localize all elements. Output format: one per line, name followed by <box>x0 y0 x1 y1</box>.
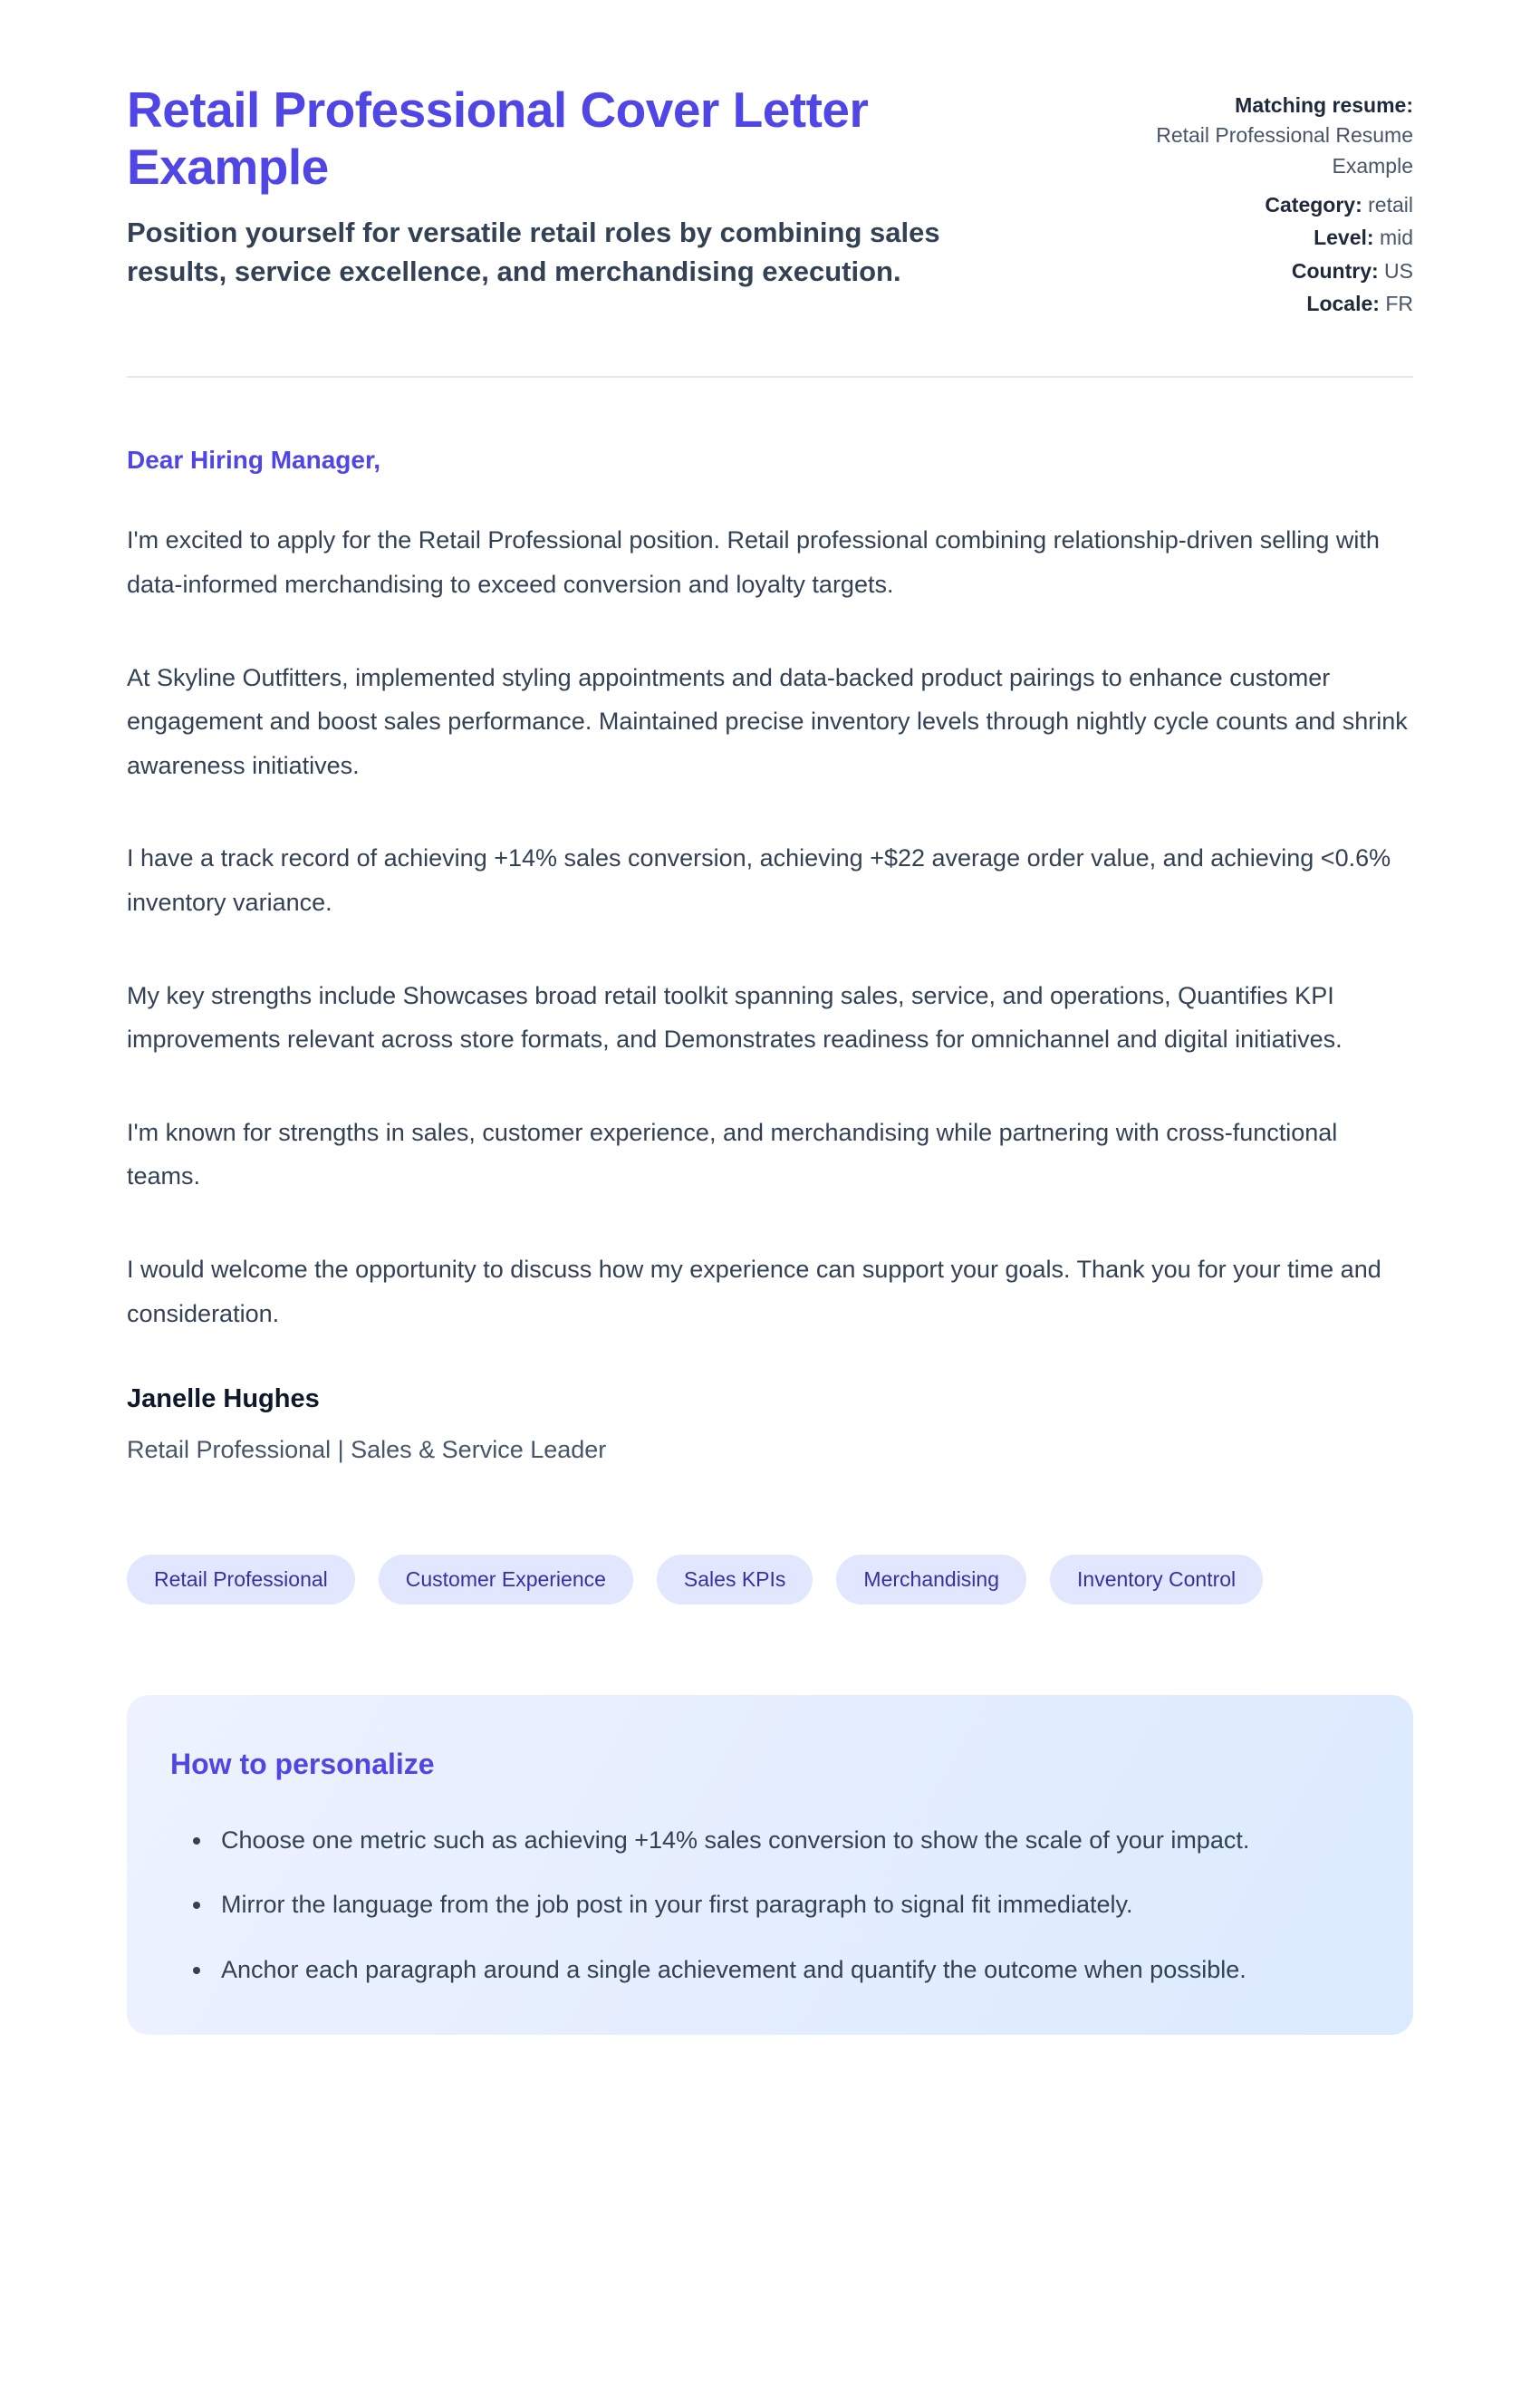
page-header <box>127 82 1413 378</box>
meta-country <box>1141 256 1413 286</box>
meta-matching-resume <box>1141 91 1413 181</box>
letter-greeting: Dear Hiring Manager, <box>127 446 381 475</box>
cover-letter-body <box>127 378 1413 2034</box>
signature-role: Retail Professional | Sales & Service Leader <box>127 1436 607 1464</box>
letter-paragraph: At Skyline Outfitters, implemented styling appointments and data-backed product pairings to enhance customer engagement and boost sales performance. Maintained precise inventory levels through nightly cycle counts and shrink awareness initiatives. <box>127 663 1408 779</box>
tag-pill: Customer Experience <box>379 1555 633 1604</box>
tag-pill: Retail Professional <box>127 1555 355 1604</box>
page-title: Retail Professional Cover Letter Example <box>127 82 869 196</box>
page-container <box>127 0 1413 2107</box>
meta-level-value: mid <box>1379 226 1413 250</box>
letter-paragraph: I would welcome the opportunity to discuss how my experience can support your goals. Thank you for your time and consideration. <box>127 1255 1381 1327</box>
personalize-title: How to personalize <box>170 1748 435 1781</box>
resume-meta <box>1141 82 1413 322</box>
personalize-tip: • Choose one metric such as achieving +14% sales conversion to show the scale of your impact. <box>214 1819 1362 1862</box>
personalize-tip: • Mirror the language from the job post in your first paragraph to signal fit immediately. <box>214 1884 1362 1926</box>
tag-pill: Merchandising <box>836 1555 1026 1604</box>
personalize-tip: • Anchor each paragraph around a single achievement and quantify the outcome when possible. <box>214 1949 1362 1991</box>
meta-category-label: Category: <box>1265 193 1362 217</box>
tag-pill: Sales KPIs <box>657 1555 813 1604</box>
meta-level-label: Level: <box>1314 226 1374 250</box>
letter-paragraph: My key strengths include Showcases broad retail toolkit spanning sales, service, and operations, Quantifies KPI improvements relevant across store formats, and Demonstrates readiness for omnichannel and digital initiatives. <box>127 981 1343 1054</box>
meta-locale-label: Locale: <box>1306 292 1380 316</box>
meta-locale-value: FR <box>1385 292 1413 316</box>
meta-level <box>1141 223 1413 253</box>
meta-locale <box>1141 289 1413 319</box>
meta-matching-resume-value: Retail Professional Resume Example <box>1156 123 1413 178</box>
meta-country-label: Country: <box>1291 258 1379 283</box>
signature-name: Janelle Hughes <box>127 1384 320 1414</box>
meta-matching-resume-label: Matching resume: <box>1235 93 1413 117</box>
personalize-tips-list <box>170 1819 1362 1991</box>
header-left <box>127 82 1105 291</box>
signature-block <box>127 1384 1413 1464</box>
meta-category-value: retail <box>1368 193 1413 217</box>
meta-category <box>1141 190 1413 220</box>
tag-pill: Inventory Control <box>1050 1555 1263 1604</box>
personalize-box <box>127 1695 1413 2035</box>
letter-paragraph: I have a track record of achieving +14% sales conversion, achieving +$22 average order value, and achieving <0.6% inventory variance. <box>127 844 1391 916</box>
keyword-tags <box>127 1555 1413 1604</box>
letter-paragraph: I'm known for strengths in sales, customer experience, and merchandising while partnering with cross-functional teams. <box>127 1118 1338 1190</box>
page-subtitle: Position yourself for versatile retail roles by combining sales results, service excellence, and merchandising execution. <box>127 216 940 287</box>
letter-paragraph: I'm excited to apply for the Retail Professional position. Retail professional combining relationship-driven selling with data-informed merchandising to exceed conversion and loyalty targets. <box>127 526 1380 598</box>
meta-country-value: US <box>1384 258 1413 283</box>
